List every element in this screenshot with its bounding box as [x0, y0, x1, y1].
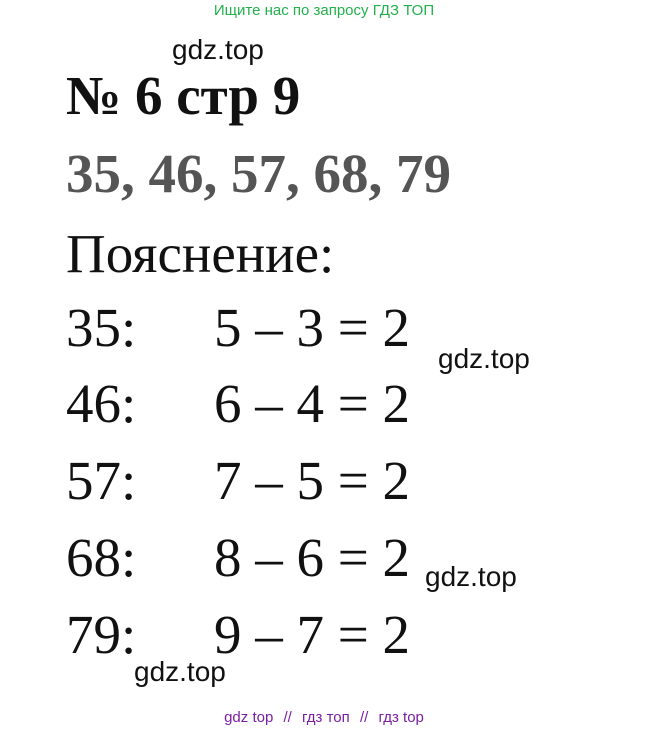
watermark: gdz.top	[438, 343, 530, 374]
watermark: gdz.top	[172, 34, 264, 65]
row-number: 79:	[66, 604, 137, 665]
row-expression: 7 – 5 = 2	[214, 450, 411, 511]
footer-link[interactable]: гдз top	[378, 709, 424, 726]
watermark: gdz.top	[134, 656, 226, 687]
footer-link[interactable]: gdz top	[224, 709, 274, 726]
watermark: gdz.top	[425, 561, 517, 592]
top-banner: Ищите нас по запросу ГДЗ ТОП	[213, 2, 435, 19]
row-expression: 5 – 3 = 2	[214, 297, 411, 358]
footer-separator: //	[283, 709, 292, 726]
row-number: 68:	[66, 527, 137, 588]
explanation-heading: Пояснение:	[66, 223, 335, 284]
row-expression: 8 – 6 = 2	[214, 527, 411, 588]
row-expression: 6 – 4 = 2	[214, 373, 411, 434]
footer-link[interactable]: гдз топ	[302, 709, 350, 726]
footer-links	[0, 709, 648, 726]
footer-separator: //	[359, 709, 369, 726]
answer-line: 35, 46, 57, 68, 79	[66, 143, 451, 204]
row-expression: 9 – 7 = 2	[214, 604, 411, 665]
row-number: 46:	[66, 373, 137, 434]
row-number: 57:	[66, 450, 137, 511]
row-number: 35:	[66, 297, 137, 358]
exercise-title: № 6 стр 9	[66, 65, 301, 126]
